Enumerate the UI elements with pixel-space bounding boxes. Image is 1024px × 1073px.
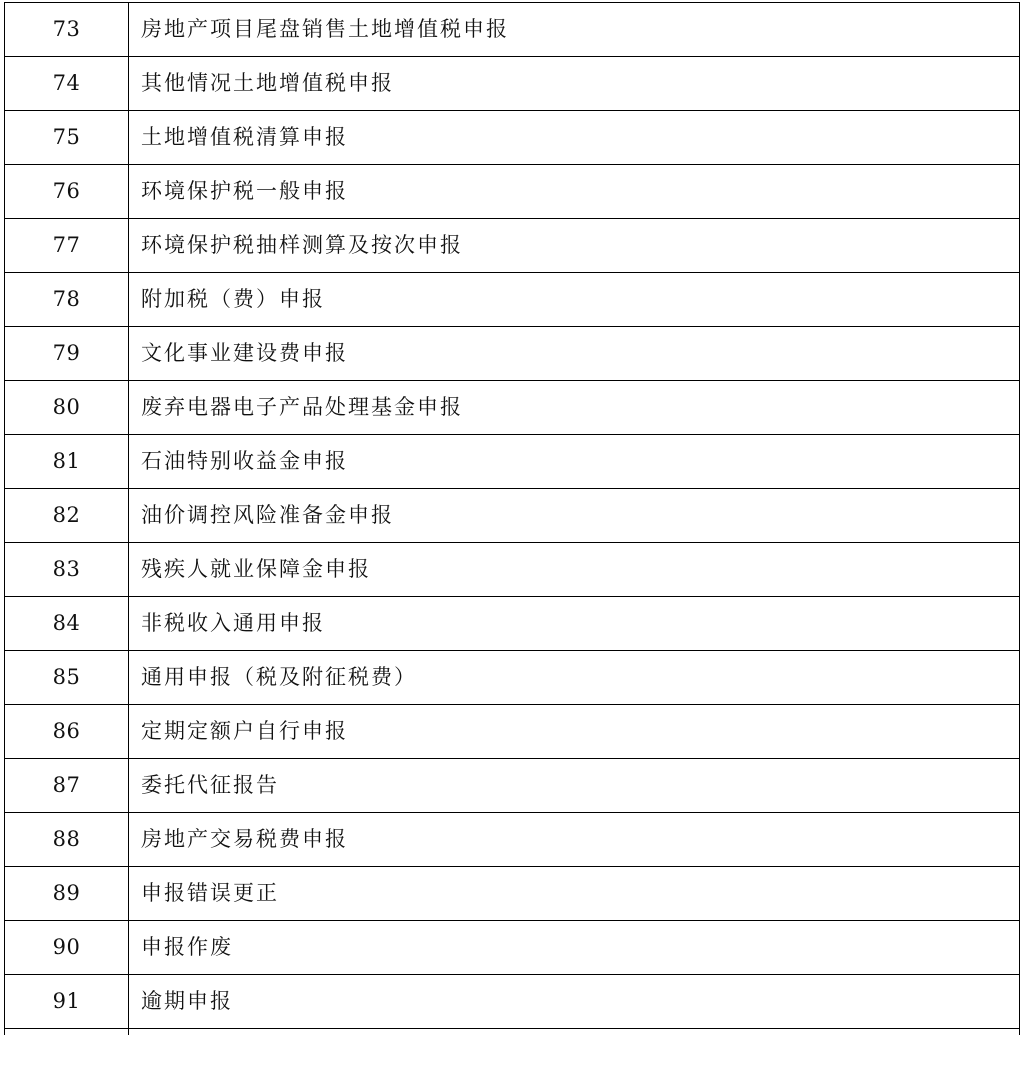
row-item-name: 残疾人就业保障金申报 bbox=[129, 543, 1020, 597]
row-number: 91 bbox=[5, 975, 129, 1029]
row-number: 84 bbox=[5, 597, 129, 651]
table-row bbox=[5, 759, 1020, 813]
row-number: 81 bbox=[5, 435, 129, 489]
row-item-name: 逾期申报 bbox=[129, 975, 1020, 1029]
row-number: 73 bbox=[5, 3, 129, 57]
row-item-name: 环境保护税一般申报 bbox=[129, 165, 1020, 219]
row-number bbox=[5, 1029, 129, 1036]
row-item-name: 申报作废 bbox=[129, 921, 1020, 975]
row-item-name: 非税收入通用申报 bbox=[129, 597, 1020, 651]
table-row bbox=[5, 543, 1020, 597]
row-item-name: 委托代征报告 bbox=[129, 759, 1020, 813]
row-number: 83 bbox=[5, 543, 129, 597]
row-item-name bbox=[129, 1029, 1020, 1036]
row-number: 74 bbox=[5, 57, 129, 111]
row-item-name: 房地产项目尾盘销售土地增值税申报 bbox=[129, 3, 1020, 57]
row-item-name: 通用申报（税及附征税费） bbox=[129, 651, 1020, 705]
row-item-name: 土地增值税清算申报 bbox=[129, 111, 1020, 165]
tax-declaration-table bbox=[4, 2, 1020, 1035]
table-row bbox=[5, 3, 1020, 57]
row-number: 75 bbox=[5, 111, 129, 165]
row-number: 80 bbox=[5, 381, 129, 435]
row-number: 86 bbox=[5, 705, 129, 759]
table-row bbox=[5, 651, 1020, 705]
row-item-name: 废弃电器电子产品处理基金申报 bbox=[129, 381, 1020, 435]
table-row bbox=[5, 489, 1020, 543]
row-number: 89 bbox=[5, 867, 129, 921]
row-number: 85 bbox=[5, 651, 129, 705]
table-row bbox=[5, 381, 1020, 435]
table-row bbox=[5, 921, 1020, 975]
table-row bbox=[5, 705, 1020, 759]
row-number: 90 bbox=[5, 921, 129, 975]
row-item-name: 油价调控风险准备金申报 bbox=[129, 489, 1020, 543]
row-item-name: 石油特别收益金申报 bbox=[129, 435, 1020, 489]
row-number: 82 bbox=[5, 489, 129, 543]
row-item-name: 申报错误更正 bbox=[129, 867, 1020, 921]
table-row bbox=[5, 975, 1020, 1029]
table-row bbox=[5, 867, 1020, 921]
table-row bbox=[5, 597, 1020, 651]
row-item-name: 环境保护税抽样测算及按次申报 bbox=[129, 219, 1020, 273]
table-row bbox=[5, 57, 1020, 111]
row-number: 87 bbox=[5, 759, 129, 813]
table-row bbox=[5, 165, 1020, 219]
table-row bbox=[5, 273, 1020, 327]
row-number: 77 bbox=[5, 219, 129, 273]
row-number: 88 bbox=[5, 813, 129, 867]
row-item-name: 房地产交易税费申报 bbox=[129, 813, 1020, 867]
table-row bbox=[5, 327, 1020, 381]
table-row bbox=[5, 111, 1020, 165]
table-row-cut-off bbox=[5, 1029, 1020, 1036]
row-number: 76 bbox=[5, 165, 129, 219]
table-row bbox=[5, 219, 1020, 273]
row-item-name: 其他情况土地增值税申报 bbox=[129, 57, 1020, 111]
row-item-name: 定期定额户自行申报 bbox=[129, 705, 1020, 759]
row-number: 78 bbox=[5, 273, 129, 327]
row-number: 79 bbox=[5, 327, 129, 381]
row-item-name: 文化事业建设费申报 bbox=[129, 327, 1020, 381]
row-item-name: 附加税（费）申报 bbox=[129, 273, 1020, 327]
table-row bbox=[5, 435, 1020, 489]
table-row bbox=[5, 813, 1020, 867]
